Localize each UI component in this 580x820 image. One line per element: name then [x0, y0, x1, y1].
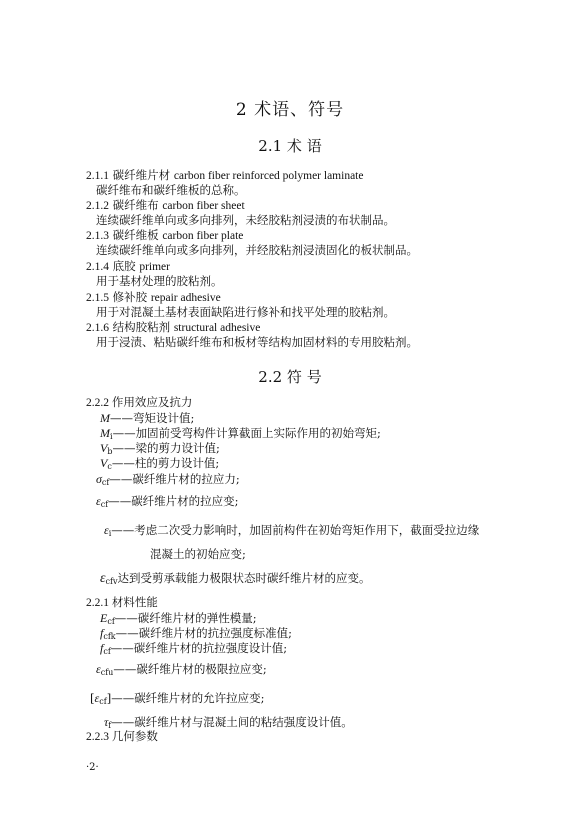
term-name: 修补胶	[112, 290, 148, 304]
term-name: 底胶	[112, 259, 136, 273]
term-english: carbon fiber reinforced polymer laminate	[173, 170, 364, 182]
term-number: 2.1.6	[86, 322, 109, 334]
section-title-terms: 2.1 术 语	[258, 137, 322, 155]
symbol-description: ——碳纤维片材的拉应力;	[109, 472, 240, 486]
symbol-description-continued: 混凝土的初始应变;	[150, 547, 246, 561]
subsection-heading: 2.2.1 材料性能	[86, 597, 158, 609]
symbol-entry	[100, 571, 371, 589]
symbol-subscript: c	[107, 462, 112, 471]
symbol: f	[100, 641, 104, 655]
symbol: M	[100, 411, 110, 425]
symbol-description: ——碳纤维片材的允许拉应变;	[111, 691, 265, 705]
subsection-heading: 2.2.3 几何参数	[86, 731, 158, 743]
section-title-symbols: 2.2 符 号	[258, 368, 322, 386]
symbol-subscript: b	[107, 447, 113, 456]
term-heading	[86, 290, 221, 305]
symbol-entry	[100, 411, 194, 425]
term-heading	[86, 198, 245, 213]
symbol-description: ——碳纤维片材的抗拉强度标准值;	[115, 626, 293, 640]
symbol: ε	[96, 662, 101, 676]
term-english: repair adhesive	[150, 292, 221, 304]
symbol-subscript: cfu	[100, 668, 114, 677]
symbol-description: ——考虑二次受力影响时，加固前构件在初始弯矩作用下，截面受拉边缘	[111, 523, 480, 537]
symbol-entry	[96, 662, 267, 680]
symbol-subscript: cfk	[103, 632, 116, 641]
symbol-description: ——碳纤维片材与混凝土间的粘结强度设计值。	[111, 715, 353, 729]
symbol-subscript: cfv	[105, 577, 118, 586]
symbol: V	[100, 441, 108, 455]
symbol: V	[100, 456, 108, 470]
chapter-title: 2 术语、符号	[235, 100, 345, 120]
symbol-entry	[90, 691, 265, 709]
term-number: 2.1.5	[86, 292, 109, 304]
symbol-entry	[100, 641, 287, 659]
term-name: 碳纤维片材	[112, 168, 171, 182]
term-definition: 连续碳纤维单向或多向排列，并经胶粘剂浸渍固化的板状制品。	[96, 243, 418, 257]
symbol-entry	[96, 494, 239, 512]
term-definition: 用于对混凝土基材表面缺陷进行修补和找平处理的胶粘剂。	[96, 305, 395, 319]
term-definition: 用于浸渍、粘贴碳纤维布和板材等结构加固材料的专用胶粘剂。	[96, 335, 418, 349]
term-heading	[86, 168, 363, 183]
term-english: carbon fiber sheet	[162, 200, 245, 212]
bracket-close: ]	[106, 691, 112, 705]
term-number: 2.1.4	[86, 261, 109, 273]
bracket-open: [	[90, 691, 95, 705]
symbol-description: ——碳纤维片材的极限拉应变;	[113, 662, 267, 676]
term-name: 结构胶粘剂	[112, 320, 171, 334]
symbol-subscript: cf	[99, 697, 107, 706]
symbol-subscript: i	[108, 529, 112, 538]
symbol: ε	[100, 571, 106, 586]
symbol-entry	[104, 523, 479, 541]
symbol-description: ——加固前受弯构件计算截面上实际作用的初始弯矩;	[112, 426, 381, 440]
page-number: ·2·	[86, 762, 99, 773]
symbol: ε	[104, 523, 109, 537]
symbol-description: ——弯矩设计值;	[110, 411, 195, 425]
symbol: ε	[94, 691, 100, 705]
symbol-description: ——碳纤维片材的拉应变;	[108, 494, 239, 508]
symbol: ε	[96, 494, 101, 508]
symbol-entry	[96, 472, 240, 490]
symbol: M	[100, 426, 110, 440]
term-number: 2.1.2	[86, 200, 109, 212]
term-definition: 碳纤维布和碳纤维板的总称。	[96, 183, 246, 197]
term-english: structural adhesive	[173, 322, 261, 334]
term-number: 2.1.3	[86, 230, 109, 242]
term-name: 碳纤维布	[112, 198, 159, 212]
term-definition: 连续碳纤维单向或多向排列，未经胶粘剂浸渍的布状制品。	[96, 213, 395, 227]
subsection-heading: 2.2.2 作用效应及抗力	[86, 397, 193, 409]
symbol: σ	[96, 472, 102, 486]
symbol-subscript: cf	[107, 617, 115, 626]
symbol: τ	[104, 715, 109, 729]
term-heading	[86, 228, 243, 243]
symbol-subscript: cf	[103, 647, 111, 656]
term-english: carbon fiber plate	[162, 230, 244, 242]
symbol-description: ——碳纤维片材的抗拉强度设计值;	[110, 641, 288, 655]
term-number: 2.1.1	[86, 170, 109, 182]
symbol: f	[100, 626, 104, 640]
term-name: 碳纤维板	[112, 228, 159, 242]
symbol: E	[100, 611, 108, 625]
symbol-description: ——碳纤维片材的弹性模量;	[114, 611, 257, 625]
symbol-subscript: i	[110, 432, 113, 441]
symbol-subscript: cf	[100, 500, 109, 509]
term-heading	[86, 320, 260, 335]
term-definition: 用于基材处理的胶粘剂。	[96, 274, 223, 288]
symbol-subscript: cf	[101, 478, 110, 487]
term-english: primer	[139, 261, 170, 273]
symbol-subscript: f	[108, 721, 112, 730]
symbol-description: ——柱的剪力设计值;	[111, 456, 220, 470]
symbol-description: 达到受剪承载能力极限状态时碳纤维片材的应变。	[117, 571, 371, 585]
term-heading	[86, 259, 170, 274]
symbol-description: ——梁的剪力设计值;	[112, 441, 220, 455]
